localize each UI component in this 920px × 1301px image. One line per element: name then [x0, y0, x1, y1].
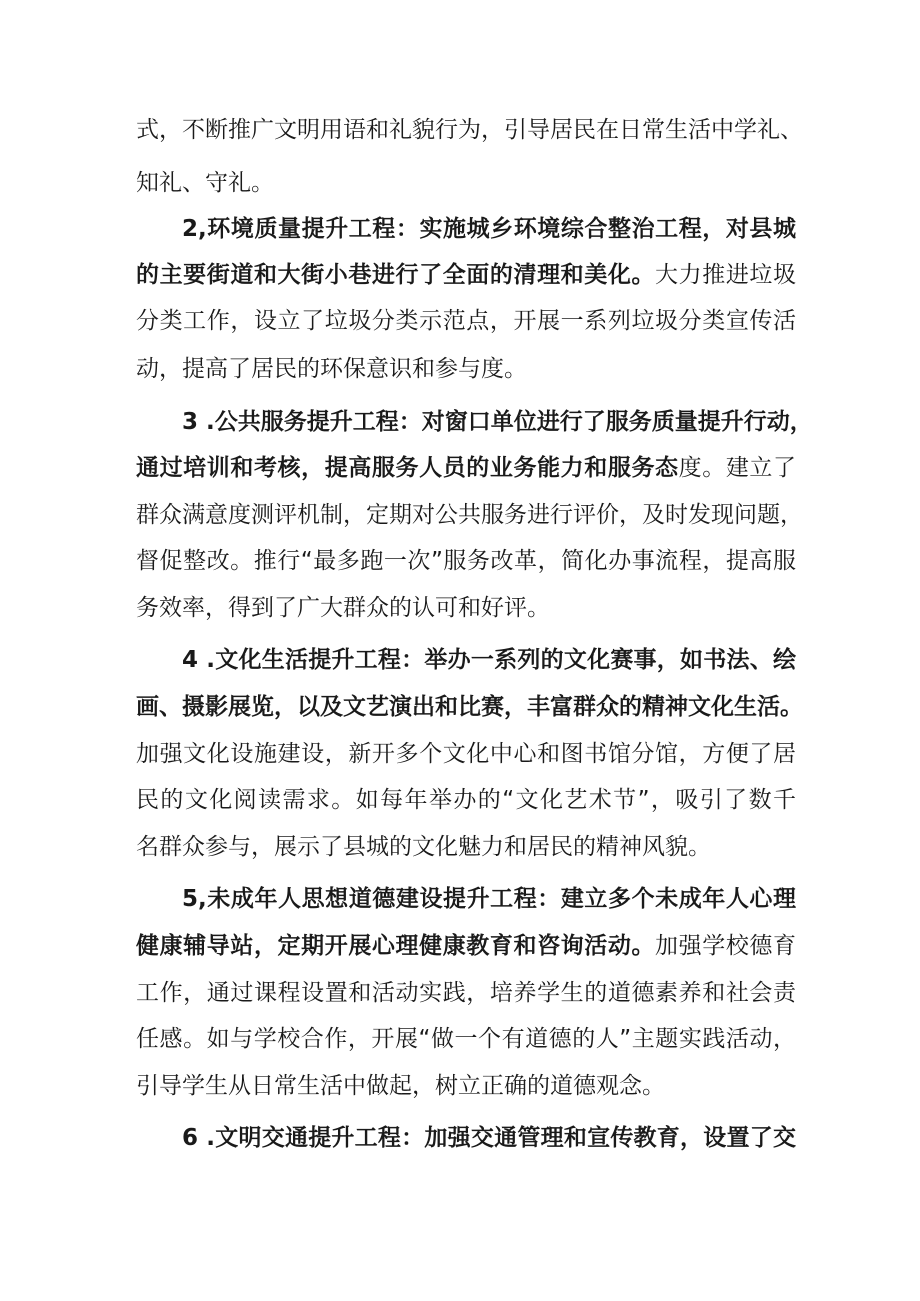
text-line: 动，提高了居民的环保意识和参与度。 [136, 356, 527, 382]
item-regular-text: 加强学校德育 [655, 933, 797, 959]
text-line: 工作，通过课程设置和活动实践，培养学生的道德素养和社会责 [136, 980, 796, 1006]
text-line: 知礼、守礼。 [136, 170, 274, 196]
text-line: 督促整改。推行“最多跑一次”服务改革，简化办事流程，提高服 [136, 548, 796, 574]
item-heading-line: 5,未成年人思想道德建设提升工程：建立多个未成年人心理 [182, 886, 796, 912]
item-regular-text: 大力推进垃圾 [655, 262, 797, 288]
text-line: 群众满意度测评机制，定期对公共服务进行评价，及时发现问题， [136, 502, 803, 528]
text-line: 民的文化阅读需求。如每年举办的“文化艺术节”，吸引了数千 [136, 787, 796, 813]
item-heading-line: 6 .文明交通提升工程：加强交通管理和宣传教育，设置了交 [182, 1125, 796, 1151]
item-bold-text: 健康辅导站，定期开展心理健康教育和咨询活动。 [136, 933, 656, 959]
text-line [136, 453, 796, 483]
item-heading-line: 4 .文化生活提升工程：举办一系列的文化赛事，如书法、绘 [182, 647, 796, 673]
text-line: 务效率，得到了广大群众的认可和好评。 [136, 595, 550, 621]
item-bold-text: 通过培训和考核，提高服务人员的业务能力和服务态 [136, 455, 679, 481]
item-heading-line: 3 .公共服务提升工程：对窗口单位进行了服务质量提升行动， [182, 409, 813, 435]
text-line: 加强文化设施建设，新开多个文化中心和图书馆分馆，方便了居 [136, 741, 796, 767]
item-heading-line: 2,环境质量提升工程：实施城乡环境综合整治工程，对县城 [182, 216, 796, 242]
text-line [136, 260, 796, 290]
text-line: 分类工作，设立了垃圾分类示范点，开展一系列垃圾分类宣传活 [136, 308, 796, 334]
text-line: 名群众参与，展示了县城的文化魅力和居民的精神风貌。 [136, 834, 711, 860]
text-line: 式，不断推广文明用语和礼貌行为，引导居民在日常生活中学礼、 [136, 117, 803, 143]
text-line: 引导学生从日常生活中做起，树立正确的道德观念。 [136, 1073, 665, 1099]
text-line: 任感。如与学校合作，开展“做一个有道德的人”主题实践活动， [136, 1026, 796, 1052]
item-regular-text: 度。建立了 [678, 455, 797, 481]
item-heading-line: 画、摄影展览，以及文艺演出和比赛，丰富群众的精神文化生活。 [136, 694, 803, 720]
item-bold-text: 的主要街道和大街小巷进行了全面的清理和美化。 [136, 262, 656, 288]
text-line [136, 931, 796, 961]
